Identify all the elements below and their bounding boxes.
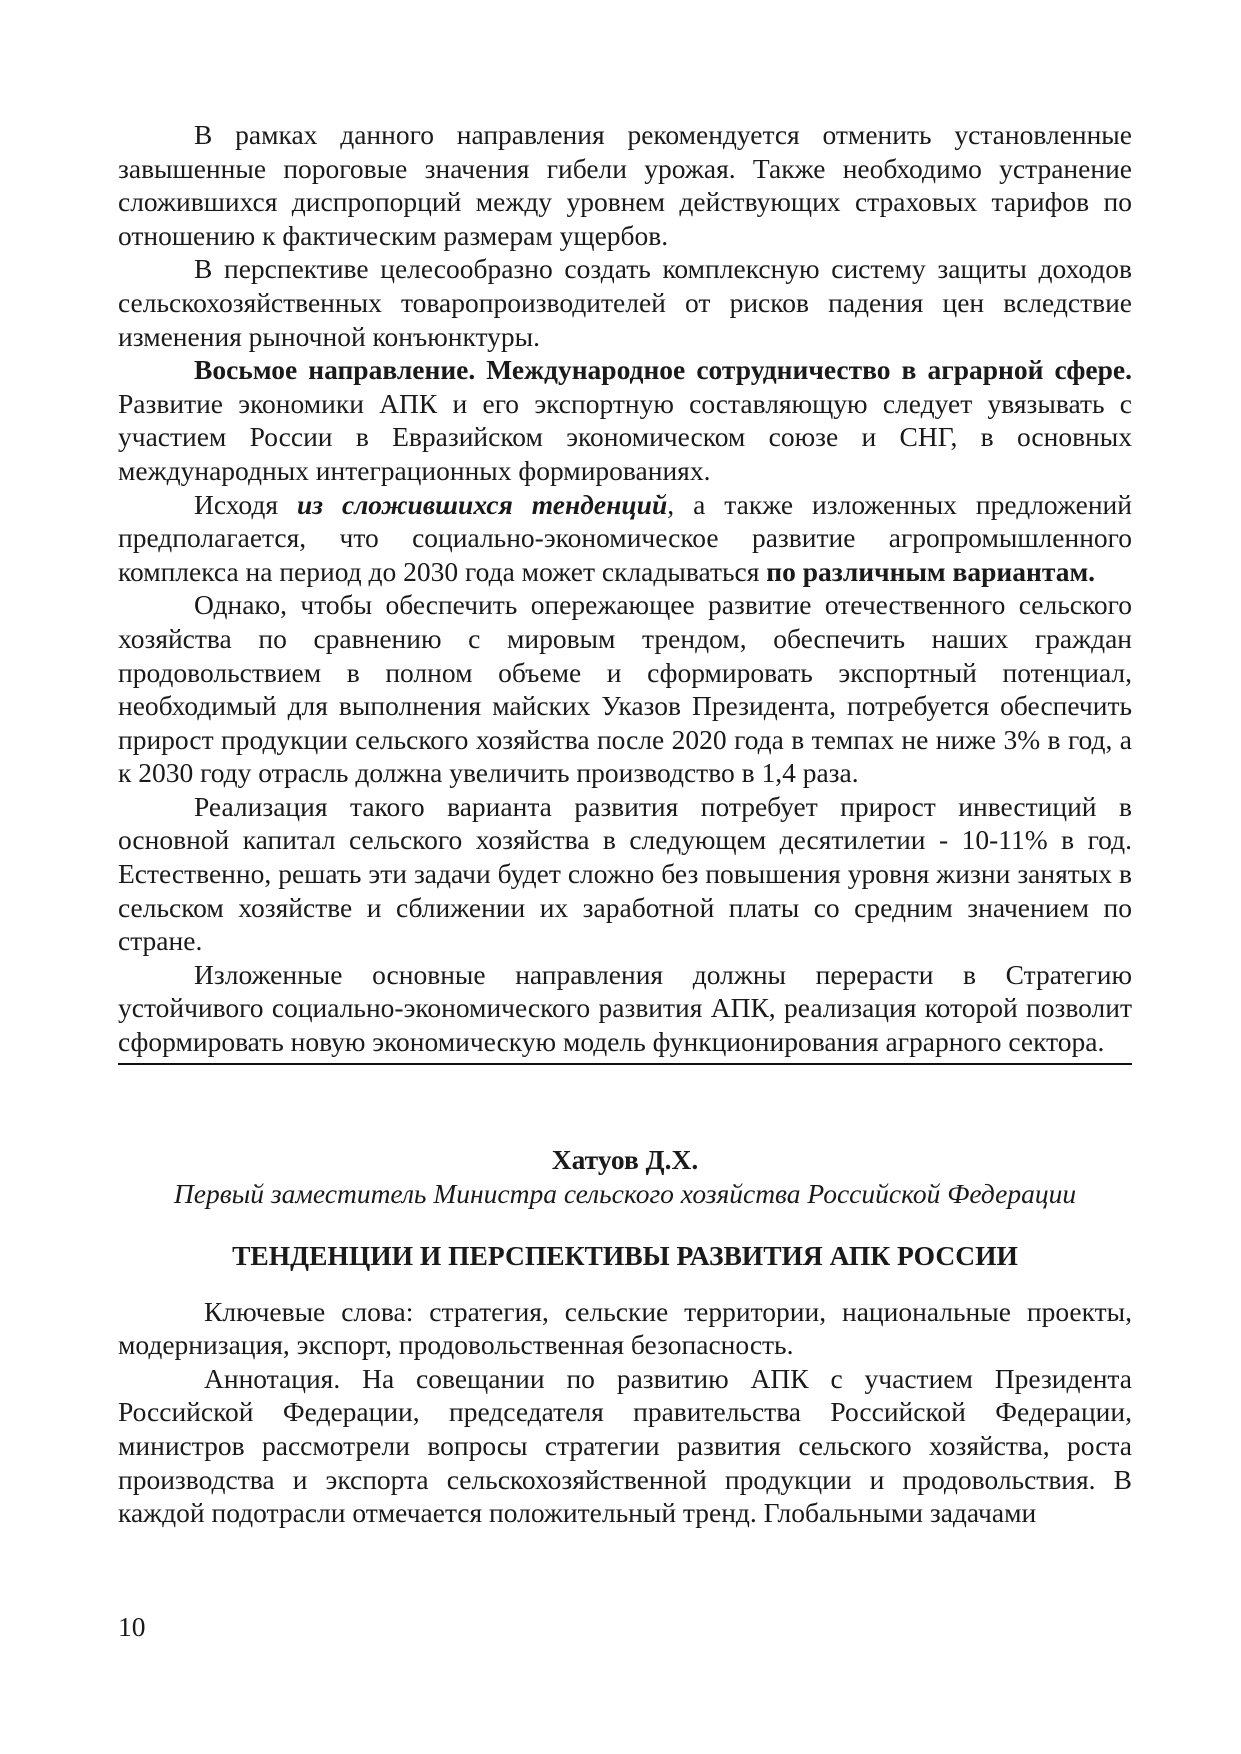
variants-emphasis: из сложившихся тенденций — [296, 488, 668, 520]
article-abstract — [118, 1295, 1132, 1530]
annotation-paragraph: Аннотация. На совещании по развитию АПК с участием Президента Российской Федерации, председателя правительства Российской Федерации, министров рассмотрели вопросы стратегии развития сельского хозяйства, роста производства и экспорта сельскохозяйственной продукции и продовольствия. В каждой подотрасли отмечается положительный тренд. Глобальными задачами — [118, 1362, 1132, 1529]
section-divider — [118, 1063, 1132, 1065]
variants-text-a: Исходя — [194, 488, 297, 520]
page-number: 10 — [118, 1611, 146, 1642]
eighth-direction-heading: Восьмое направление. Международное сотрудничество в аграрной сфере. — [194, 354, 1132, 386]
paragraph-income-protection: В перспективе целесообразно создать комплексную систему защиты доходов сельскохозяйственных товаропроизводителей от рисков падения цен вследствие изменения рыночной конъюнктуры. — [118, 253, 1132, 352]
paragraph-growth: Однако, чтобы обеспечить опережающее развитие отечественного сельского хозяйства по сравнению с мировым трендом, обеспечить наших граждан продовольствием в полном объеме и сформировать экспортный потенциал, необходимый для выполнения майских Указов Президента, потребуется обеспечить прирост продукции сельского хозяйства после 2020 года в темпах не ниже 3% в год, а к 2030 году отрасль должна увеличить производство в 1,4 раза. — [118, 589, 1132, 789]
paragraph-eighth-direction — [118, 353, 1132, 487]
paragraph-insurance: В рамках данного направления рекомендуется отменить установленные завышенные пороговые значения гибели урожая. Также необходимо устранение сложившихся диспропорций между уровнем действующих страховых тарифов по отношению к фактическим размерам ущербов. — [118, 119, 1132, 251]
article-title: ТЕНДЕНЦИИ И ПЕРСПЕКТИВЫ РАЗВИТИЯ АПК РОССИИ — [232, 1239, 1018, 1271]
article-author: Хатуов Д.Х. — [551, 1143, 699, 1175]
paragraph-investment: Реализация такого варианта развития потребует прирост инвестиций в основной капитал сельского хозяйства в следующем десятилетии - 10-11% в год. Естественно, решать эти задачи будет сложно без повышения уровня жизни занятых в сельском хозяйстве и сближении их заработной платы со средним значением по стране. — [118, 790, 1132, 957]
variants-text-b: , а также изложенных предложений предполагается, что социально-экономическое развитие агропромышленного комплекса на период до 2030 года может складываться — [118, 488, 1132, 587]
eighth-direction-text: Развитие экономики АПК и его экспортную составляющую следует увязывать с участием России в Евразийском экономическом союзе и СНГ, в основных международных интеграционных формированиях. — [118, 387, 1132, 486]
paragraph-strategy: Изложенные основные направления должны перерасти в Стратегию устойчивого социально-экономического развития АПК, реализация которой позволит сформировать новую экономическую модель функционирования аграрного сектора. — [118, 958, 1132, 1058]
author-position: Первый заместитель Министра сельского хозяйства Российской Федерации — [173, 1177, 1077, 1209]
keywords-paragraph: Ключевые слова: стратегия, сельские территории, национальные проекты, модернизация, экспорт, продовольственная безопасность. — [118, 1295, 1132, 1361]
variants-bold: по различным вариантам. — [766, 555, 1096, 587]
paragraph-variants — [118, 488, 1132, 589]
page-content — [118, 118, 1132, 1530]
